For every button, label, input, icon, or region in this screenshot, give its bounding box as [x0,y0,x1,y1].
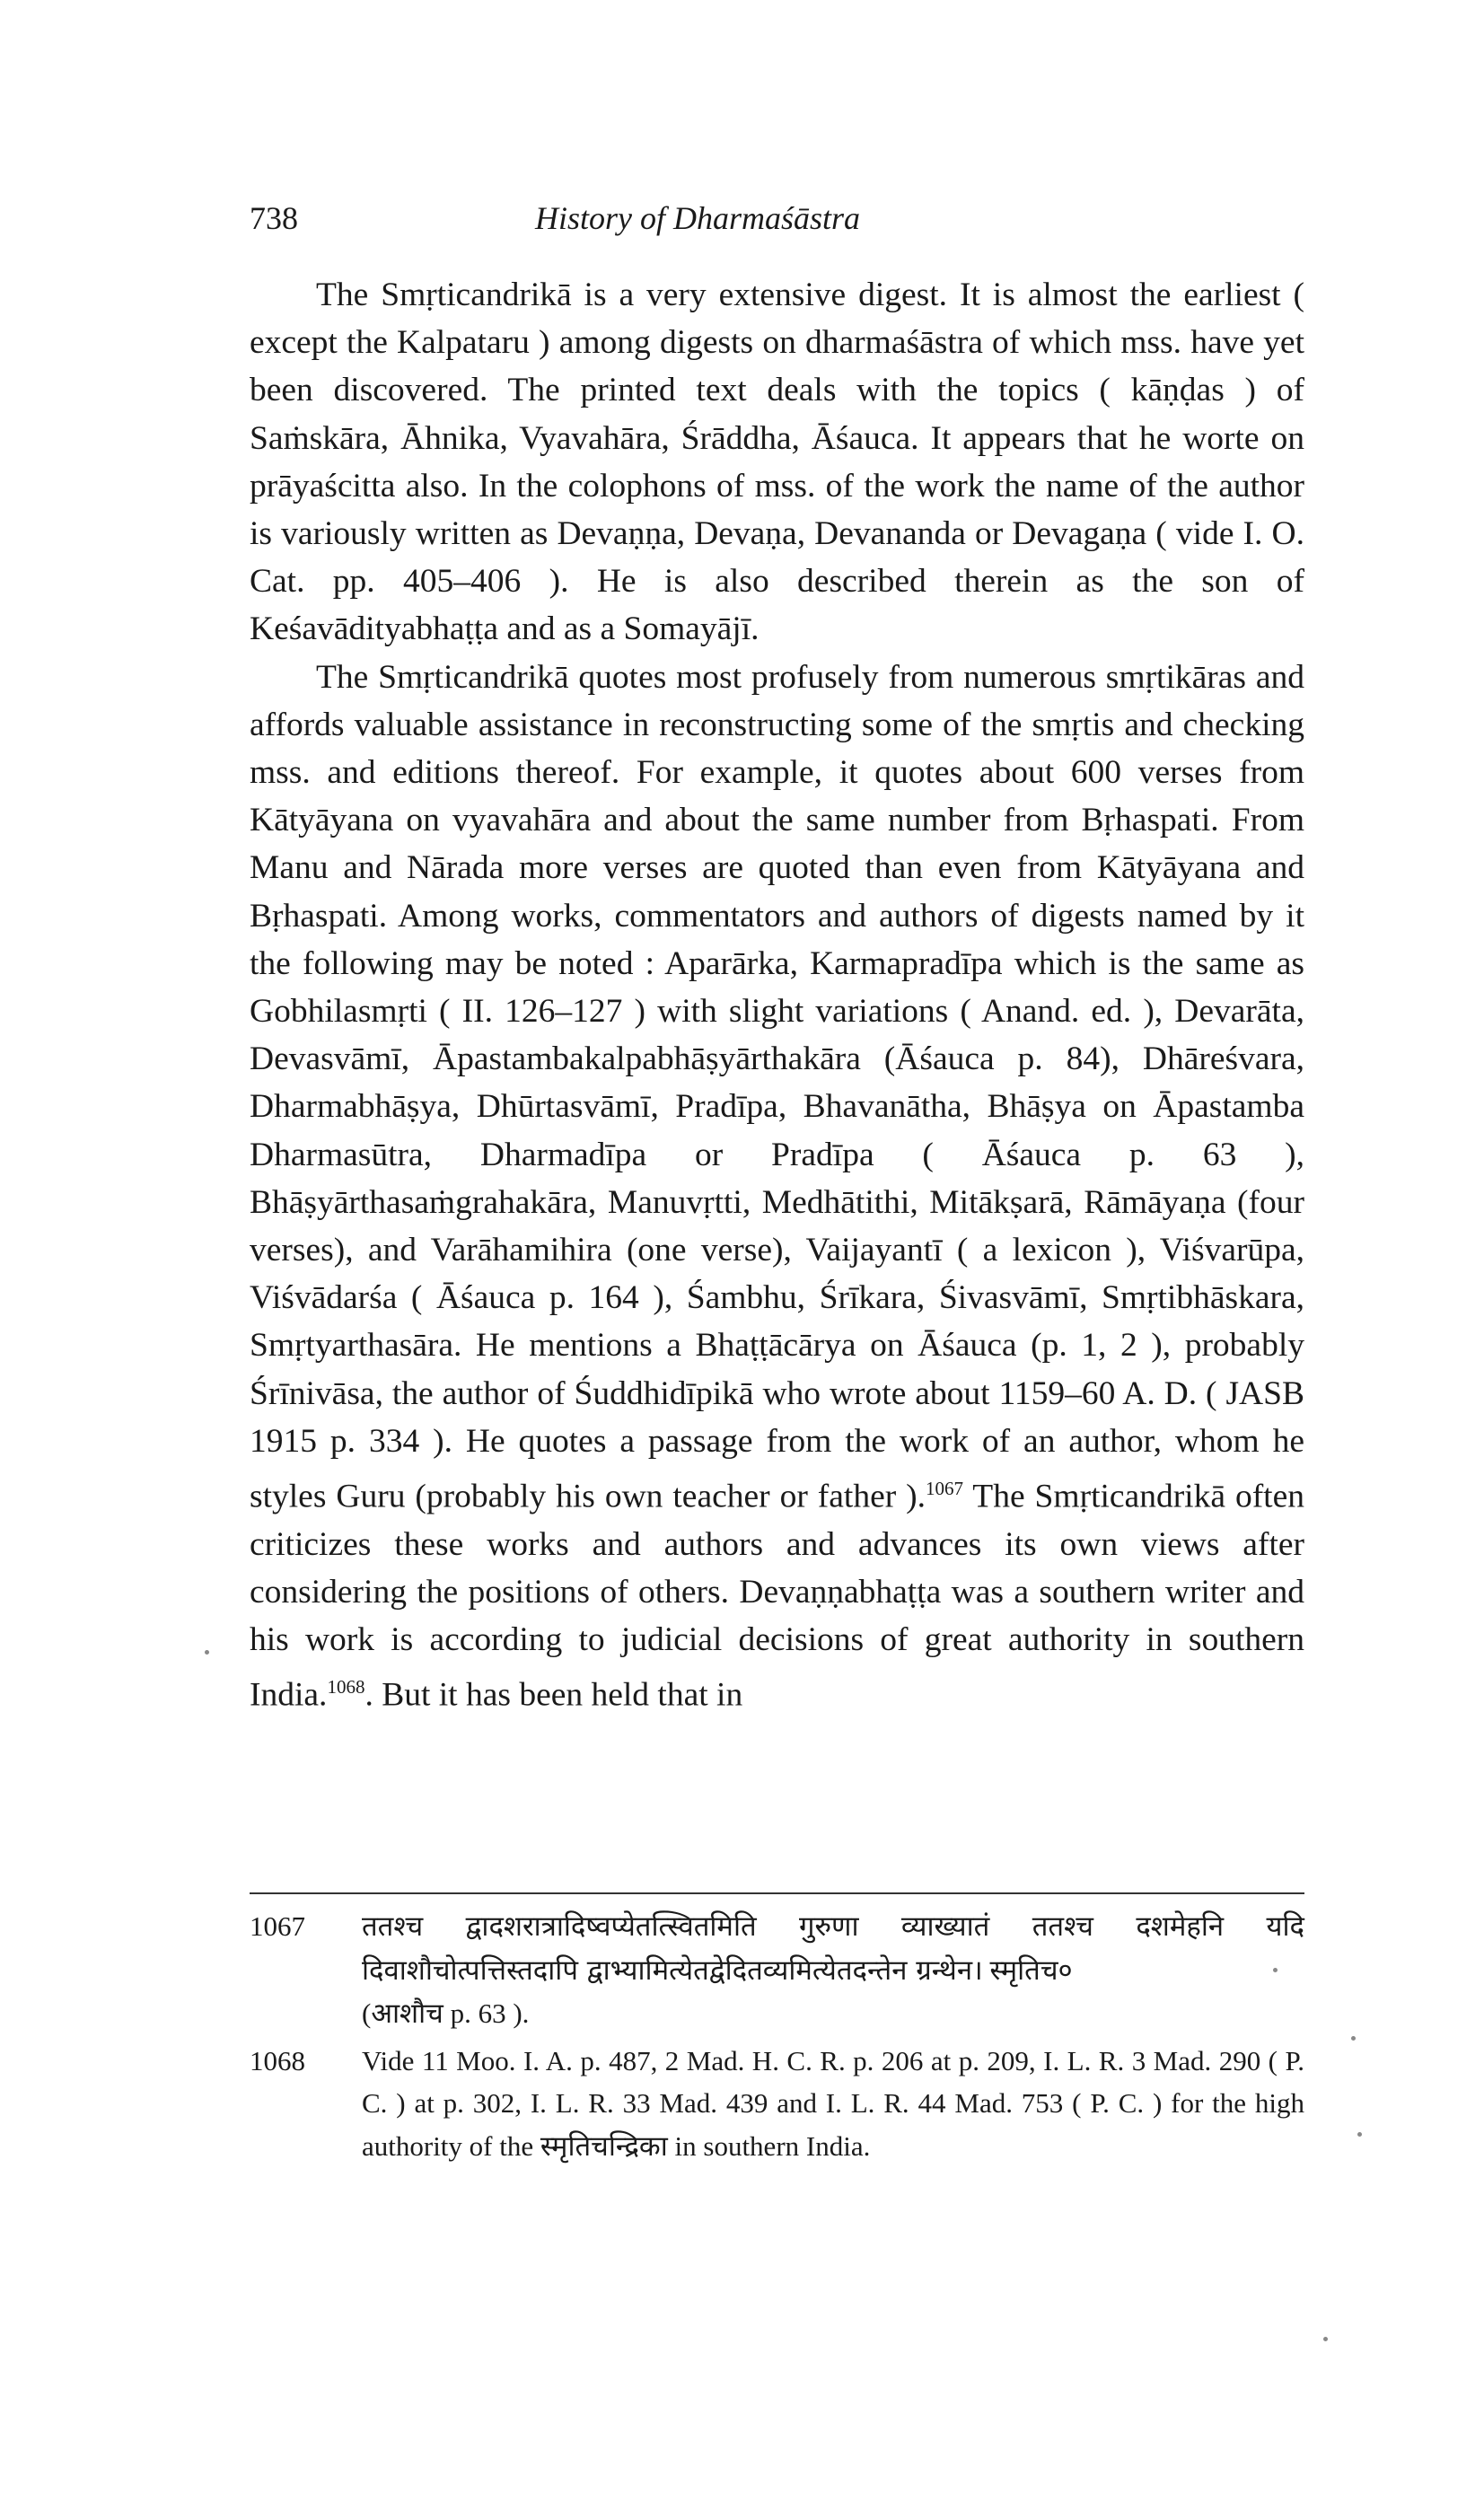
footnote-ref-open: ( [362,1997,372,2029]
footnote-number: 1068 [250,2044,305,2076]
footnote-text [362,2040,1304,2169]
footnote-ref-word: आशौच [371,1997,443,2030]
footnote-separator [250,1892,1304,1894]
scan-speck [1323,2337,1328,2341]
scan-speck [1357,2132,1362,2137]
footnotes [250,1905,1304,2172]
footnote-source-abbrev: स्मृतिच० [989,1953,1073,1987]
scan-speck [1273,1968,1278,1972]
scan-speck [1351,2036,1356,2041]
footnote-number: 1067 [250,1910,305,1942]
paragraph-text: The Smṛticandrikā is a very extensive digest. It is almost the earliest ( except the Kalpataru ) among digests on dharmaśāstra of which mss. have yet been discovered. The printed text deals with the topics ( kāṇḍas ) of Saṁskāra, Āhnika, Vyavahāra, Śrāddha, Āśauca. It appears that he worte on prāyaścitta also. In the colophons of mss. of the work the name of the author is variously written as Devaṇṇa, Devaṇa, Devananda or Devagaṇa ( vide I. O. Cat. pp. 405–406 ). He is also described therein as the son of Keśavādityabhaṭṭa and as a Somayājī. [250,277,1304,648]
footnote-ref-1068[interactable]: 1068 [327,1676,365,1699]
paragraph-text: . But it has been held that in [364,1676,743,1714]
running-header [250,199,1300,244]
running-title: History of Dharmaśāstra [535,200,861,236]
paragraph-text: The Smṛticandrikā quotes most profusely from numerous smṛtikāras and affords valuable assistance in reconstructing some of the smṛtis and checking mss. and editions thereof. For example, it quotes about 600 verses from Kātyāyana on vyavahāra and about the same number from Bṛhaspati. From Manu and Nārada more verses are quoted than even from Kātyāyana and Bṛhaspati. Among works, commentators and authors of digests named by it the following may be noted : Aparārka, Karmapradīpa which is the same as Gobhilasmṛti ( II. 126–127 ) with slight variations ( Anand. ed. ), Devarāta, Devasvāmī, Āpastambakalpabhāṣyārthakāra (Āśauca p. 84), Dhāreśvara, Dharmabhāṣya, Dhūrtasvāmī, Pradīpa, Bhavanātha, Bhāṣya on Āpastamba Dharmasūtra, Dharmadīpa or Pradīpa ( Āśauca p. 63 ), Bhāṣyārthasaṁgrahakāra, Manuvṛtti, Medhātithi, Mitākṣarā, Rāmāyaṇa (four verses), and Varāhamihira (one verse), Vaijayantī ( a lexicon ), Viśvarūpa, Viśvādarśa ( Āśauca p. 164 ), Śambhu, Śrīkara, Śivasvāmī, Smṛtibhāskara, Smṛtyarthasāra. He mentions a Bhaṭṭācārya on Āśauca (p. 1, 2 ), probably Śrīnivāsa, the author of Śuddhidīpikā who wrote about 1159–60 A. D. ( JASB 1915 p. 334 ). He quotes a passage from the work of an author, whom he styles Guru (probably his own teacher or father ). [250,658,1304,1515]
footnote-1067 [250,1905,1304,2036]
paragraph-text: The Smṛticandrikā often criticizes these works and authors and advances its own views after considering the positions of others. Devaṇṇabhaṭṭa was a southern writer and his work is according to judicial decisions of great authority in southern India. [250,1478,1304,1714]
paragraph [250,271,1304,654]
footnote-sanskrit-quote: ततश्च द्वादशरात्रादिष्वप्येतत्स्वितमिति गुरुणा व्याख्यातं ततश्च दशमेहनि यदि दिवाशौचोत्पत्तिस्तदापि द्वाभ्यामित्येतद्वेदितव्यमित्येतदन्तेन ग्रन्थेन। [362,1910,1304,1987]
footnote-citation: Vide 11 Moo. I. A. p. 487, 2 Mad. H. C. R. p. 206 at p. 209, I. L. R. 3 Mad. 290 ( P. C. ) at p. 302, I. L. R. 33 Mad. 439 and I. L. R. 44 Mad. 753 ( P. C. ) for the high authority of the [362,2044,1304,2162]
footnote-text [362,1905,1304,2036]
paragraph [250,654,1304,1719]
scan-speck [205,1650,209,1655]
footnote-1068 [250,2040,1304,2169]
main-text [250,271,1304,1719]
footnote-ref-1067[interactable]: 1067 [926,1478,964,1500]
page-number: 738 [250,200,298,236]
footnote-citation-end: in southern India. [674,2129,871,2162]
footnote-ref-page: p. 63 ). [450,1997,530,2029]
footnote-sanskrit-title: स्मृतिचन्द्रिका [540,2129,668,2163]
